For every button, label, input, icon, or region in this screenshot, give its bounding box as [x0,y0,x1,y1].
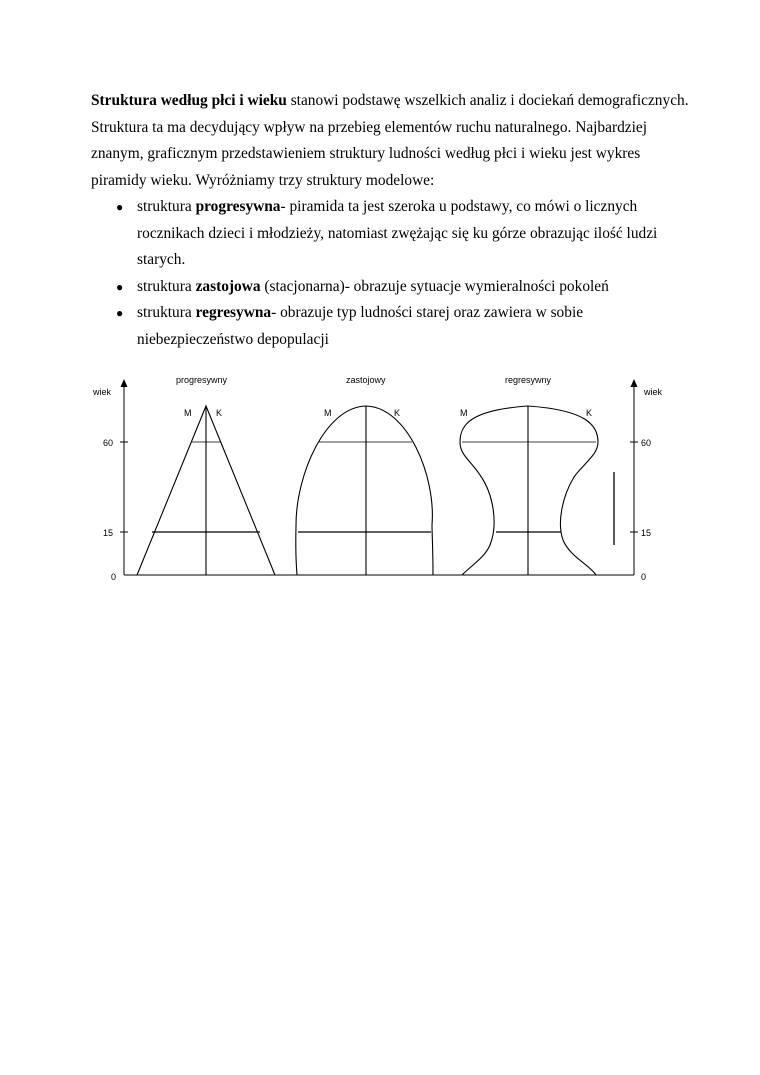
bullet-prefix: struktura [137,304,196,321]
bullet-prefix: struktura [137,198,196,215]
bullet-term: regresywna [195,304,272,321]
bullet-prefix: struktura [137,277,196,295]
left-tick-15: 15 [103,528,114,538]
age-pyramid-diagram [0,365,760,590]
male-label: M [184,408,192,418]
structure-list [91,194,691,353]
bullet-text: - obrazuje typ ludności starej oraz zawiera w sobie niebezpieczeństwo depopulacji [137,304,584,348]
right-tick-60: 60 [641,438,652,448]
bullet-icon: ● [116,200,124,214]
left-tick-60: 60 [103,438,114,448]
pyramid-outline [296,406,433,575]
left-age-axis [92,379,128,582]
text-block [91,88,691,353]
bullet-icon: ● [116,306,124,320]
pyramid-title: progresywny [176,375,228,385]
male-label: M [460,408,468,418]
bullet-text: (stacjonarna)- obrazuje sytuacje wymieralności pokoleń [260,277,609,295]
pyramid-title: regresywny [505,375,552,385]
left-tick-0: 0 [111,572,117,582]
right-age-axis [630,379,663,582]
pyramid-regressive [460,375,598,575]
pyramid-outline [460,406,598,575]
intro-bold: Struktura według płci i wieku [91,92,287,109]
pyramid-progressive [137,375,275,575]
female-label: K [216,408,223,418]
list-item [91,194,691,274]
bullet-term: progresywna [195,198,281,215]
female-label: K [394,408,401,418]
bullet-icon: ● [116,279,124,294]
bullet-term: zastojowa [195,277,261,295]
female-label: K [586,408,593,418]
intro-text: stanowi podstawę wszelkich analiz i dociekań demograficznych. Struktura ta ma decydujący wpływ na przebieg elementów ruchu naturalnego. Najbardziej znanym, graficznym przedstawieniem struktury ludności według płci i wieku jest wykres piramidy wieku. Wyróżniamy trzy struktury modelowe: [91,92,689,189]
left-axis-label: wiek [93,387,112,397]
male-label: M [324,408,332,418]
bullet-text: - piramida ta jest szeroka u podstawy, co mówi o licznych rocznikach dzieci i młodzieży, natomiast zwężając się ku górze obrazując ilość ludzi starych. [137,198,658,268]
list-item [91,274,691,301]
pyramid-stationary [296,375,433,575]
arrow-up-icon [631,379,638,387]
intro-paragraph [91,88,691,194]
list-item [91,300,691,353]
right-tick-15: 15 [641,528,652,538]
pyramid-title: zastojowy [346,375,386,385]
right-tick-0: 0 [641,572,647,582]
arrow-up-icon [121,379,128,387]
right-axis-label: wiek [644,387,663,397]
